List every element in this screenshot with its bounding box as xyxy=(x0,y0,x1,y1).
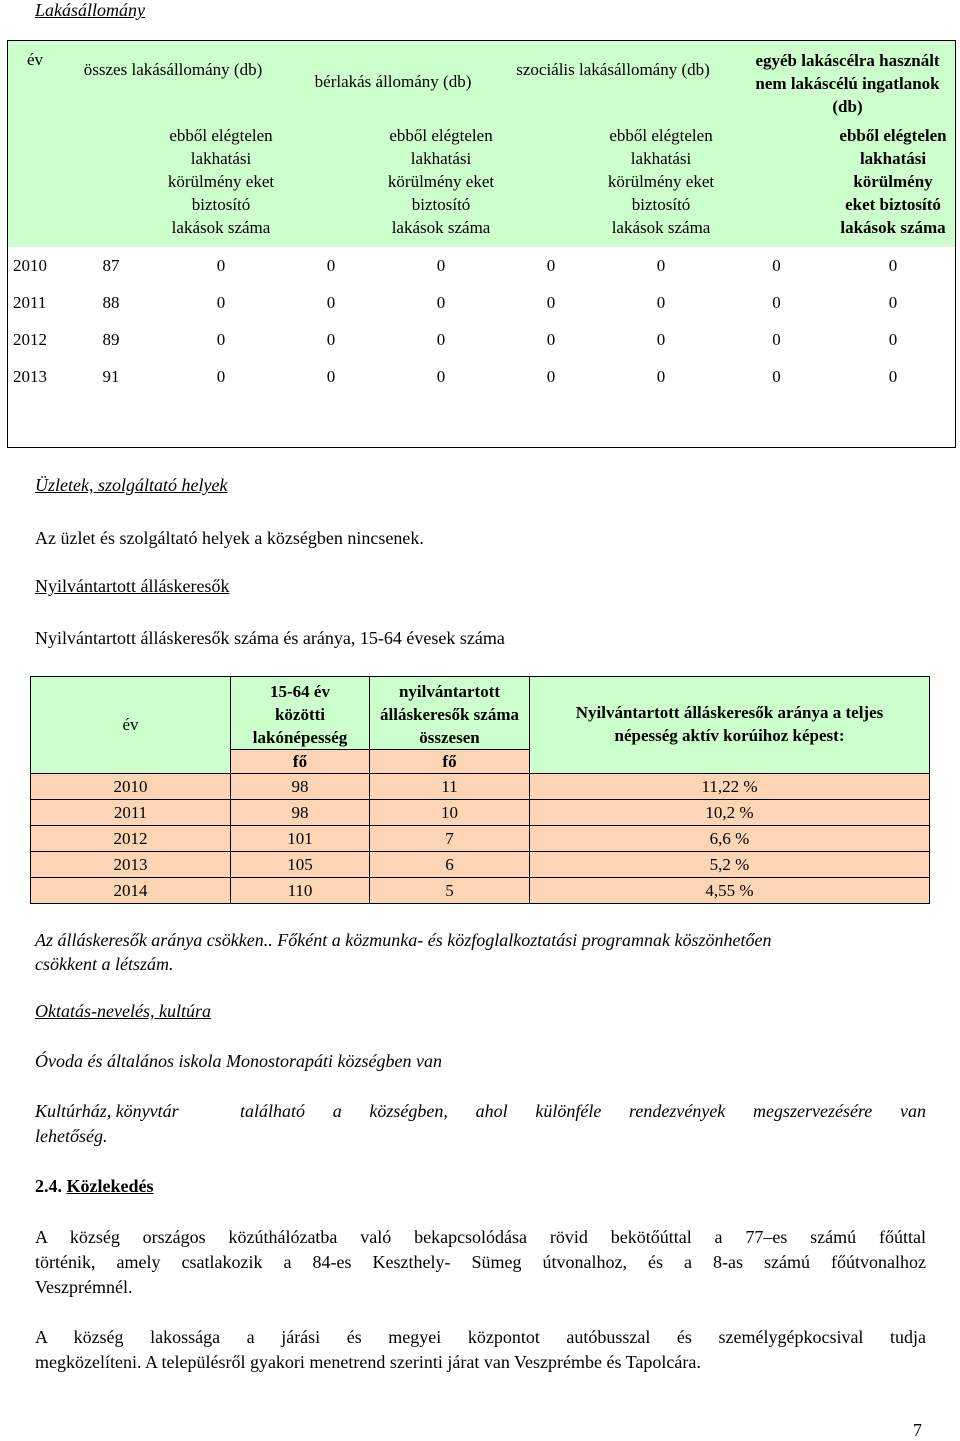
jobseekers-ratio-cell: 11,22 % xyxy=(530,774,930,800)
housing-value-cell: 0 xyxy=(326,255,336,275)
shops-text: Az üzlet és szolgáltató helyek a községben nincsenek. xyxy=(35,528,424,548)
jobseekers-ratio-cell: 10,2 % xyxy=(530,800,930,826)
jobseekers-ratio-cell: 4,55 % xyxy=(530,878,930,904)
jobseekers-count-cell: 7 xyxy=(370,826,530,852)
jobseekers-header-row xyxy=(31,677,930,750)
housing-year-cell: 2012 xyxy=(13,329,47,349)
transport-p1-line-3: Veszprémnél. xyxy=(35,1277,133,1297)
housing-value-cell: 0 xyxy=(546,329,556,349)
housing-value-cell: 0 xyxy=(888,366,898,386)
housing-value-cell: 0 xyxy=(546,366,556,386)
housing-table xyxy=(7,40,956,395)
housing-sub-rental: ebből elégtelen lakhatási körülmény eket biztosító lakások száma xyxy=(387,126,495,237)
housing-col-total: összes lakásállomány (db) xyxy=(83,60,263,79)
housing-value-cell: 0 xyxy=(436,292,446,312)
housing-value-cell: 0 xyxy=(888,255,898,275)
jobseekers-pop-cell: 101 xyxy=(231,826,370,852)
education-section-title: Oktatás-nevelés, kultúra xyxy=(35,1001,211,1021)
housing-value-cell: 0 xyxy=(436,329,446,349)
housing-value-cell: 0 xyxy=(216,366,226,386)
housing-value-cell: 0 xyxy=(546,255,556,275)
housing-col-social: szociális lakásállomány (db) xyxy=(516,60,710,79)
transport-p1-line-2: történik, amely csatlakozik a 84-es Keszthely- Sümeg útvonalhoz, és a 8-as számú főútvonalhoz xyxy=(35,1252,926,1272)
housing-row xyxy=(7,284,956,321)
jobseekers-subtitle: Nyilvántartott álláskeresők száma és aránya, 15-64 évesek száma xyxy=(35,628,505,648)
jobseekers-count-cell: 11 xyxy=(370,774,530,800)
jobseekers-year-cell: 2012 xyxy=(31,826,231,852)
page-number: 7 xyxy=(913,1420,922,1440)
transport-p2-line-1: A község lakossága a járási és megyei központot autóbusszal és személygépkocsival tudja xyxy=(35,1327,926,1347)
housing-value-cell: 91 xyxy=(102,366,120,386)
jobseekers-col-pop: 15-64 év közötti lakónépesség xyxy=(231,677,370,750)
jobseekers-count-cell: 5 xyxy=(370,878,530,904)
jobseekers-row xyxy=(31,826,930,852)
housing-row xyxy=(7,358,956,395)
housing-value-cell: 0 xyxy=(656,255,666,275)
housing-value-cell: 0 xyxy=(216,255,226,275)
jobseekers-note-line-2: csökkent a létszám. xyxy=(35,954,174,974)
housing-value-cell: 87 xyxy=(102,255,120,275)
housing-value-cell: 0 xyxy=(326,366,336,386)
housing-value-cell: 89 xyxy=(102,329,120,349)
transport-p1-line-1: A község országos közúthálózatba való bekapcsolódása rövid bekötőúttal a 77–es számú főúttal xyxy=(35,1227,926,1247)
jobseekers-pop-cell: 98 xyxy=(231,774,370,800)
transport-heading xyxy=(35,1176,154,1197)
housing-value-cell: 0 xyxy=(772,366,781,386)
housing-value-cell: 0 xyxy=(656,366,666,386)
jobseekers-year-cell: 2011 xyxy=(31,800,231,826)
jobseekers-pop-cell: 110 xyxy=(231,878,370,904)
jobseekers-year-cell: 2010 xyxy=(31,774,231,800)
housing-col-other: egyéb lakáscélra használt nem lakáscélú ingatlanok (db) xyxy=(755,51,940,116)
housing-row xyxy=(7,321,956,358)
jobseekers-col-ratio: Nyilvántartott álláskeresők aránya a teljes népesség aktív korúihoz képest: xyxy=(530,677,930,774)
housing-value-cell: 0 xyxy=(326,292,336,312)
housing-value-cell: 0 xyxy=(888,329,898,349)
housing-year-cell: 2010 xyxy=(13,255,47,275)
jobseekers-note xyxy=(35,928,935,976)
housing-sub-social: ebből elégtelen lakhatási körülmény eket biztosító lakások száma xyxy=(607,126,715,237)
transport-paragraph-2 xyxy=(35,1325,926,1375)
jobseekers-row xyxy=(31,878,930,904)
housing-value-cell: 0 xyxy=(216,329,226,349)
education-text: Óvoda és általános iskola Monostorapáti községben van xyxy=(35,1051,442,1071)
jobseekers-col-year: év xyxy=(31,677,231,774)
transport-p2-line-2: megközelíteni. A településről gyakori menetrend szerinti járat van Veszprémbe és Tapolcára. xyxy=(35,1352,701,1372)
housing-row xyxy=(7,247,956,284)
housing-value-cell: 0 xyxy=(772,329,781,349)
housing-col-rental: bérlakás állomány (db) xyxy=(314,72,472,91)
housing-value-cell: 0 xyxy=(216,292,226,312)
housing-sub-total: ebből elégtelen lakhatási körülmény eket biztosító lakások száma xyxy=(167,126,275,237)
jobseekers-year-cell: 2013 xyxy=(31,852,231,878)
jobseekers-count-cell: 10 xyxy=(370,800,530,826)
transport-paragraph-1 xyxy=(35,1225,926,1300)
culture-left-text: Kultúrház, könyvtár xyxy=(35,1101,179,1121)
jobseekers-row xyxy=(31,852,930,878)
housing-value-cell: 0 xyxy=(436,255,446,275)
housing-section-title: Lakásállomány xyxy=(35,0,145,20)
jobseekers-table xyxy=(30,676,930,904)
transport-heading-title: Közlekedés xyxy=(66,1176,154,1196)
jobseekers-unit-count: fő xyxy=(370,750,530,774)
shops-section-title: Üzletek, szolgáltató helyek xyxy=(35,475,228,495)
jobseekers-ratio-cell: 6,6 % xyxy=(530,826,930,852)
jobseekers-pop-cell: 98 xyxy=(231,800,370,826)
jobseekers-row xyxy=(31,800,930,826)
jobseekers-unit-pop: fő xyxy=(231,750,370,774)
housing-value-cell: 88 xyxy=(102,292,120,312)
housing-value-cell: 0 xyxy=(656,329,666,349)
transport-heading-number: 2.4. xyxy=(35,1176,62,1196)
housing-value-cell: 0 xyxy=(656,292,666,312)
housing-value-cell: 0 xyxy=(546,292,556,312)
jobseekers-pop-cell: 105 xyxy=(231,852,370,878)
jobseekers-col-count: nyilvántartott álláskeresők száma összesen xyxy=(370,677,530,750)
housing-year-cell: 2013 xyxy=(13,366,47,386)
housing-value-cell: 0 xyxy=(888,292,898,312)
jobseekers-year-cell: 2014 xyxy=(31,878,231,904)
jobseekers-ratio-cell: 5,2 % xyxy=(530,852,930,878)
housing-value-cell: 0 xyxy=(326,329,336,349)
housing-value-cell: 0 xyxy=(772,292,781,312)
jobseekers-row xyxy=(31,774,930,800)
housing-col-year: év xyxy=(26,50,44,69)
culture-right-text: található a községben, ahol különféle rendezvények megszervezésére van xyxy=(240,1101,926,1121)
jobseekers-section-title: Nyilvántartott álláskeresők xyxy=(35,576,230,596)
housing-value-cell: 0 xyxy=(772,255,781,275)
housing-value-cell: 0 xyxy=(436,366,446,386)
housing-header-row-2 xyxy=(7,118,956,247)
jobseekers-count-cell: 6 xyxy=(370,852,530,878)
culture-line-2: lehetőség. xyxy=(35,1126,108,1146)
housing-year-cell: 2011 xyxy=(13,292,47,312)
jobseekers-note-line-1: Az álláskeresők aránya csökken.. Főként a közmunka- és közfoglalkoztatási programnak köszönhetően xyxy=(35,930,772,950)
housing-sub-other: ebből elégtelen lakhatási körülmény eket biztosító lakások száma xyxy=(839,126,947,237)
housing-header-row-1 xyxy=(7,40,956,118)
